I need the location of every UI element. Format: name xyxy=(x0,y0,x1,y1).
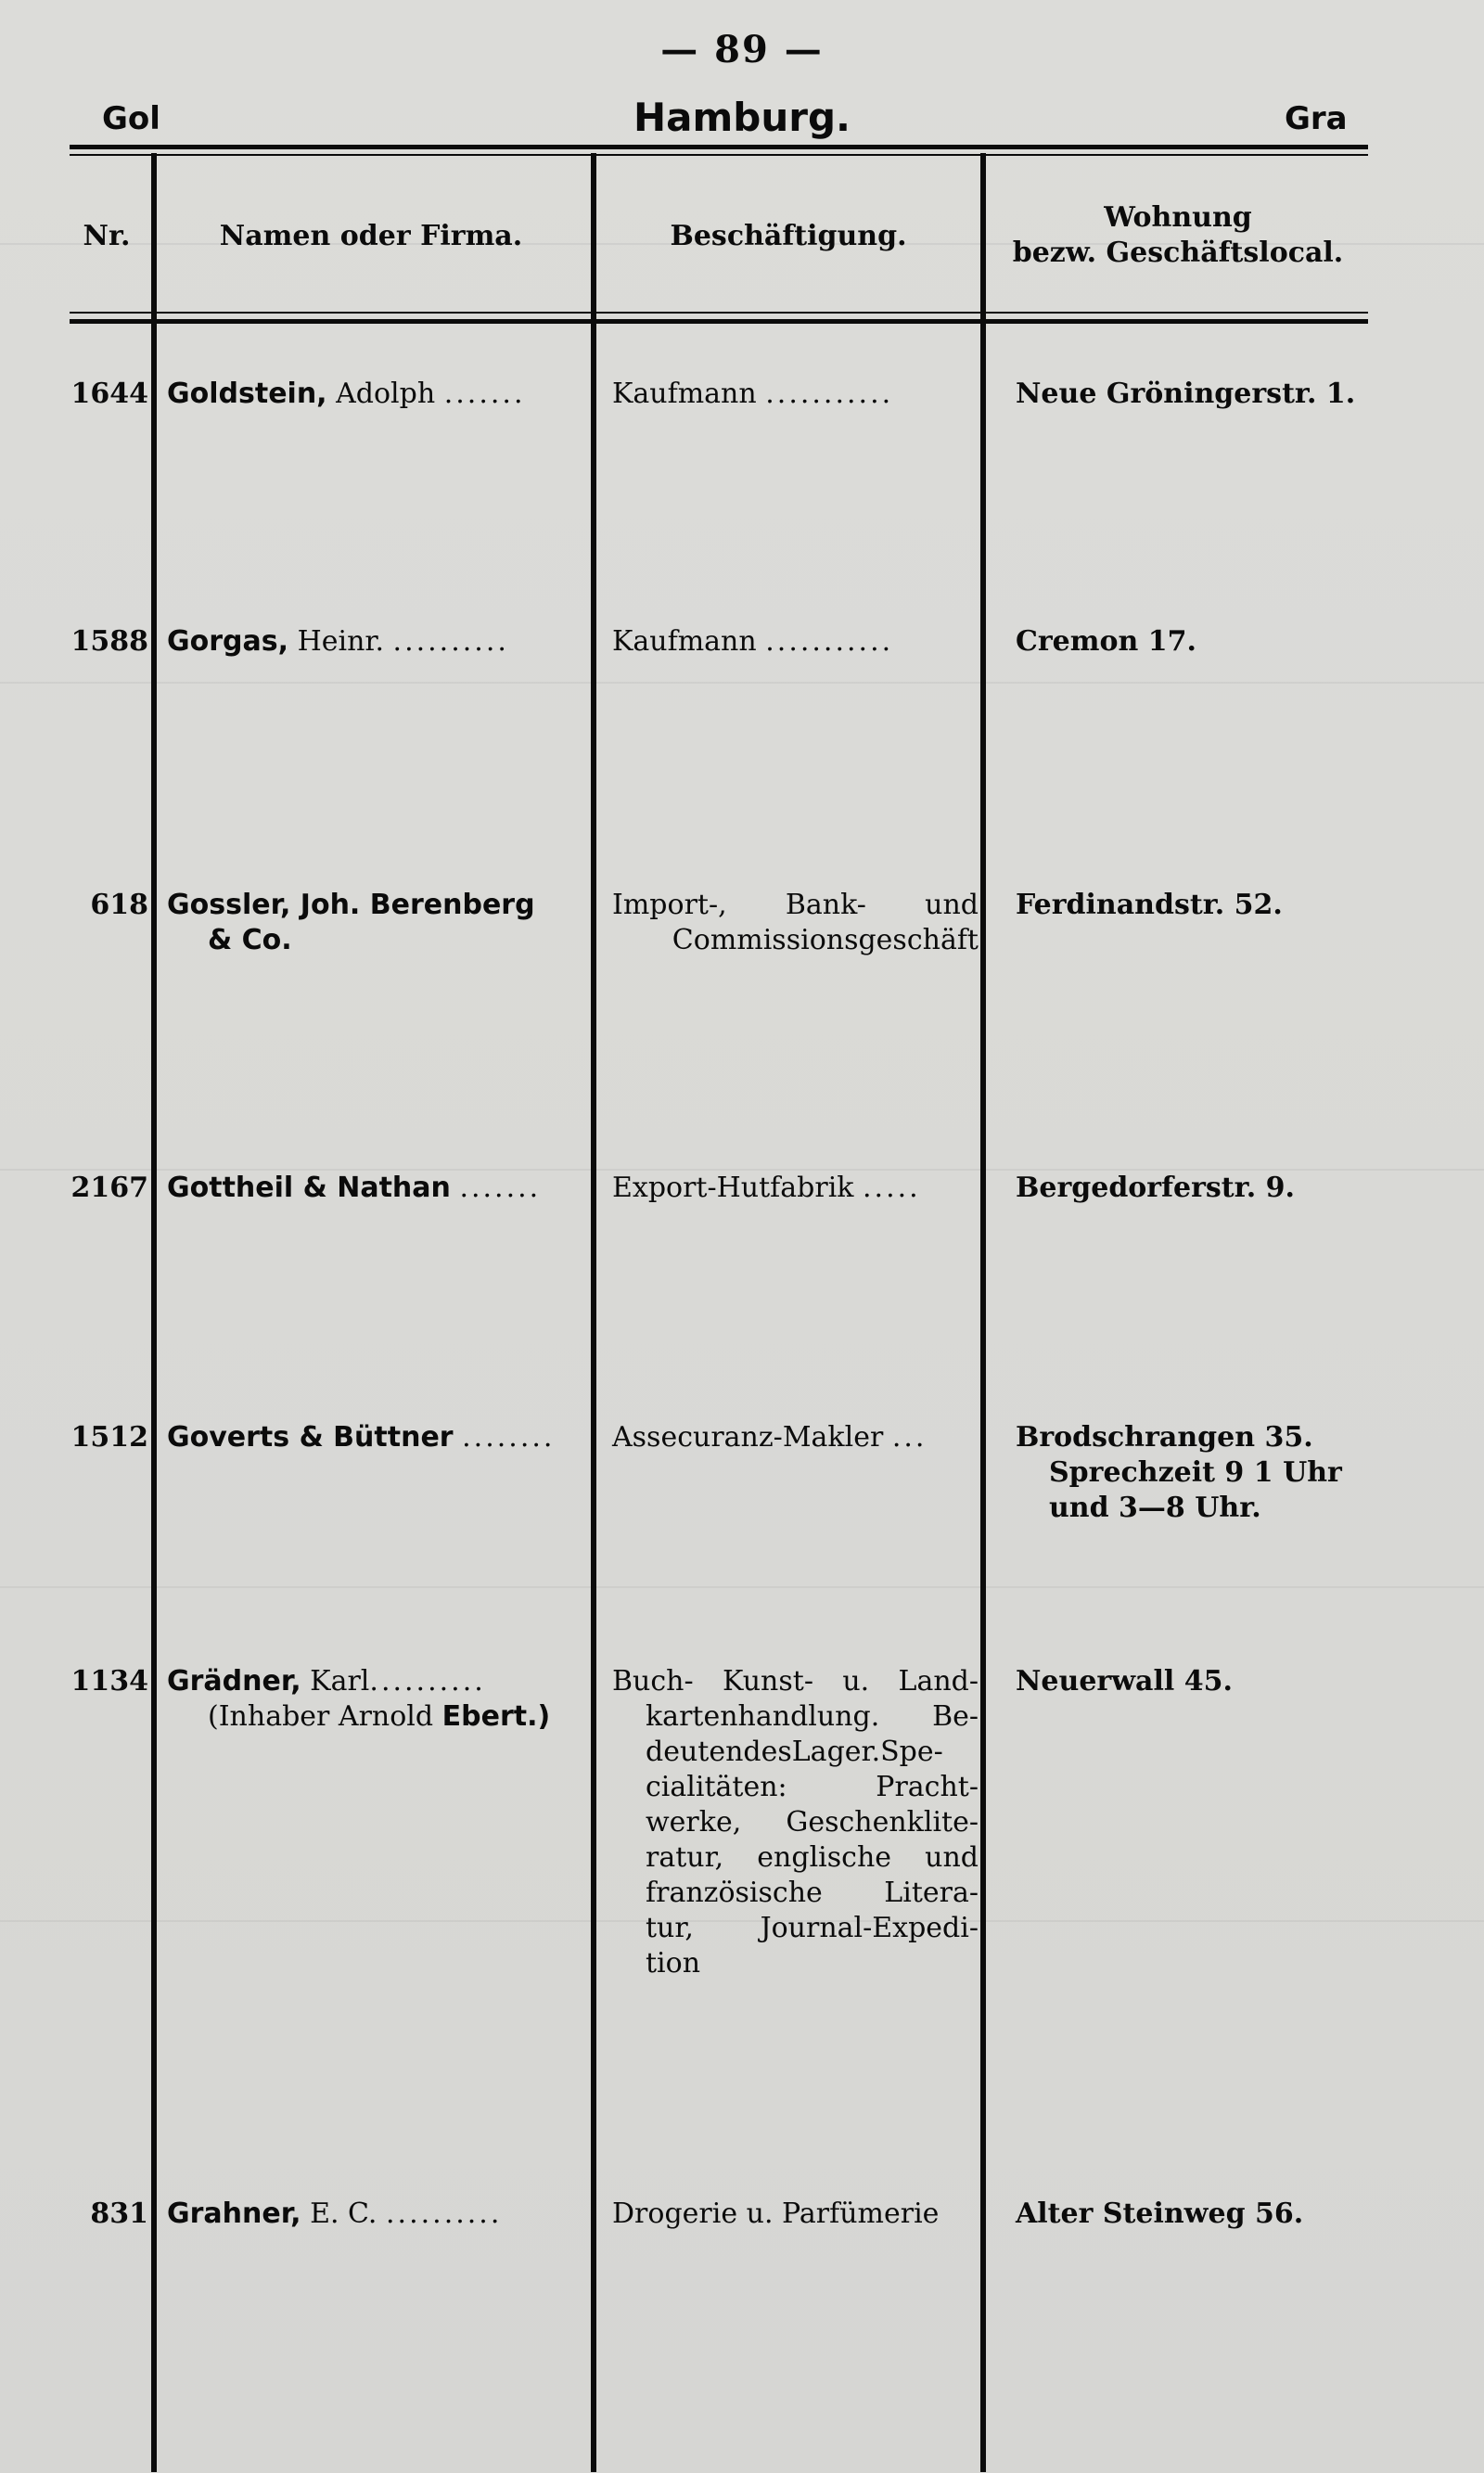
entry-name-leader: .......... xyxy=(386,2198,503,2230)
entry-number: 1644 xyxy=(70,378,148,410)
entry-occupation xyxy=(612,888,979,958)
entry-name-bold: Grahner, xyxy=(167,2198,301,2230)
entry-occupation xyxy=(612,1420,979,1455)
header-rule-bottom-thin xyxy=(70,312,1368,314)
entry-name xyxy=(167,1664,584,1735)
entry-occupation-line: werke, Geschenklite- xyxy=(646,1806,979,1839)
entry-name-line2: & Co. xyxy=(208,924,292,956)
column-divider-3 xyxy=(980,153,986,2472)
entry-number: 618 xyxy=(90,889,148,921)
column-divider-2 xyxy=(591,153,596,2472)
entry-occupation xyxy=(612,377,979,412)
header-rule-top-thin xyxy=(70,154,1368,156)
entry-occupation-line: tion xyxy=(646,1947,701,1980)
entry-occupation-line: ratur, englische und xyxy=(646,1841,979,1874)
bleed-through-line xyxy=(0,1586,1484,1588)
entry-occupation-leader: ... xyxy=(891,1421,928,1454)
entry-name-bold: Goverts & Büttner xyxy=(167,1421,454,1454)
entry-occupation-text: Export-Hutfabrik xyxy=(612,1172,854,1204)
entry-name-bold: Grädner, xyxy=(167,1665,301,1698)
entry-number: 831 xyxy=(90,2198,148,2230)
entry-occupation-line: tur, Journal-Expedi- xyxy=(646,1912,979,1944)
entry-occupation xyxy=(612,624,979,660)
column-header-address-line2: bezw. Geschäftslocal. xyxy=(1012,237,1344,269)
column-header-name: Namen oder Firma. xyxy=(219,220,523,252)
entry-occupation-leader: ........... xyxy=(765,378,894,410)
entry-occupation-text: Assecuranz-Makler xyxy=(612,1421,884,1454)
entry-address xyxy=(1016,1420,1368,1526)
entry-name-leader: .......... xyxy=(369,1665,486,1698)
page-number: — 89 — xyxy=(660,28,824,71)
entry-occupation-text: Kaufmann xyxy=(612,378,757,410)
entry-name xyxy=(167,1420,584,1455)
bleed-through-line xyxy=(0,682,1484,684)
entry-number: 1134 xyxy=(70,1665,148,1698)
entry-name-bold: Goldstein, xyxy=(167,378,327,410)
entry-name-line2-rest: (Inhaber Arnold xyxy=(208,1700,434,1733)
entry-address-line2: Sprechzeit 9 1 Uhr xyxy=(1049,1456,1342,1489)
entry-name-line2-bold: Ebert.) xyxy=(441,1700,551,1733)
entry-address: Bergedorferstr. 9. xyxy=(1016,1172,1295,1204)
entry-occupation-leader: ........... xyxy=(765,625,894,658)
entry-address: Neuerwall 45. xyxy=(1016,1665,1233,1698)
entry-address-line1: Brodschrangen 35. xyxy=(1016,1421,1313,1454)
entry-occupation xyxy=(612,1664,979,1981)
header-city-title: Hamburg. xyxy=(633,95,851,140)
entry-name-leader: ........ xyxy=(462,1421,556,1454)
entry-number: 2167 xyxy=(70,1172,148,1204)
entry-name-rest: Heinr. xyxy=(297,625,384,658)
entry-occupation-line: Buch- Kunst- u. Land- xyxy=(612,1665,979,1698)
entry-name-rest: E. C. xyxy=(310,2198,377,2230)
entry-occupation-line: cialitäten: Pracht- xyxy=(646,1771,979,1803)
entry-occupation-line: kartenhandlung. Be- xyxy=(646,1700,979,1733)
entry-occupation-line1: Import-, Bank- und xyxy=(612,889,979,921)
entry-name-bold: Gottheil & Nathan xyxy=(167,1172,451,1204)
entry-occupation-line2: Commissionsgeschäft xyxy=(672,924,979,956)
entry-name-rest: Adolph xyxy=(336,378,436,410)
entry-name xyxy=(167,2197,584,2232)
entry-name-leader: .......... xyxy=(392,625,509,658)
entry-address: Neue Gröningerstr. 1. xyxy=(1016,378,1356,410)
entry-name xyxy=(167,1171,584,1206)
entry-name xyxy=(167,377,584,412)
column-divider-1 xyxy=(151,153,157,2472)
header-right-catchword: Gra xyxy=(1285,100,1348,137)
entry-name-line1: Gossler, Joh. Berenberg xyxy=(167,889,535,921)
entry-number: 1512 xyxy=(70,1421,148,1454)
entry-name xyxy=(167,888,584,958)
header-left-catchword: Gol xyxy=(102,100,160,137)
header-rule-bottom xyxy=(70,319,1368,324)
column-header-occupation: Beschäftigung. xyxy=(670,220,907,252)
entry-occupation: Drogerie u. Parfümerie xyxy=(612,2198,940,2230)
entry-name-line1 xyxy=(167,1664,584,1699)
header-rule-top xyxy=(70,145,1368,149)
entry-name-leader: ....... xyxy=(443,378,526,410)
entry-name-leader: ....... xyxy=(459,1172,542,1204)
entry-address: Alter Steinweg 56. xyxy=(1016,2198,1304,2230)
entry-occupation-line: deutendesLager.Spe- xyxy=(646,1736,943,1768)
entry-occupation-text: Kaufmann xyxy=(612,625,757,658)
entry-name-line2 xyxy=(167,1699,584,1735)
entry-name xyxy=(167,624,584,660)
column-header-nr: Nr. xyxy=(83,220,131,252)
column-header-address-line1: Wohnung xyxy=(1104,201,1252,234)
entry-name-bold: Gorgas, xyxy=(167,625,289,658)
entry-name-rest: Karl xyxy=(310,1665,370,1698)
entry-occupation-leader: ..... xyxy=(863,1172,921,1204)
column-header-address xyxy=(992,200,1363,271)
entry-occupation xyxy=(612,1171,979,1206)
entry-occupation-line: französische Litera- xyxy=(646,1877,979,1909)
entry-number: 1588 xyxy=(70,625,148,658)
entry-address-line3: und 3—8 Uhr. xyxy=(1049,1492,1261,1524)
entry-address: Cremon 17. xyxy=(1016,625,1196,658)
entry-address: Ferdinandstr. 52. xyxy=(1016,889,1283,921)
